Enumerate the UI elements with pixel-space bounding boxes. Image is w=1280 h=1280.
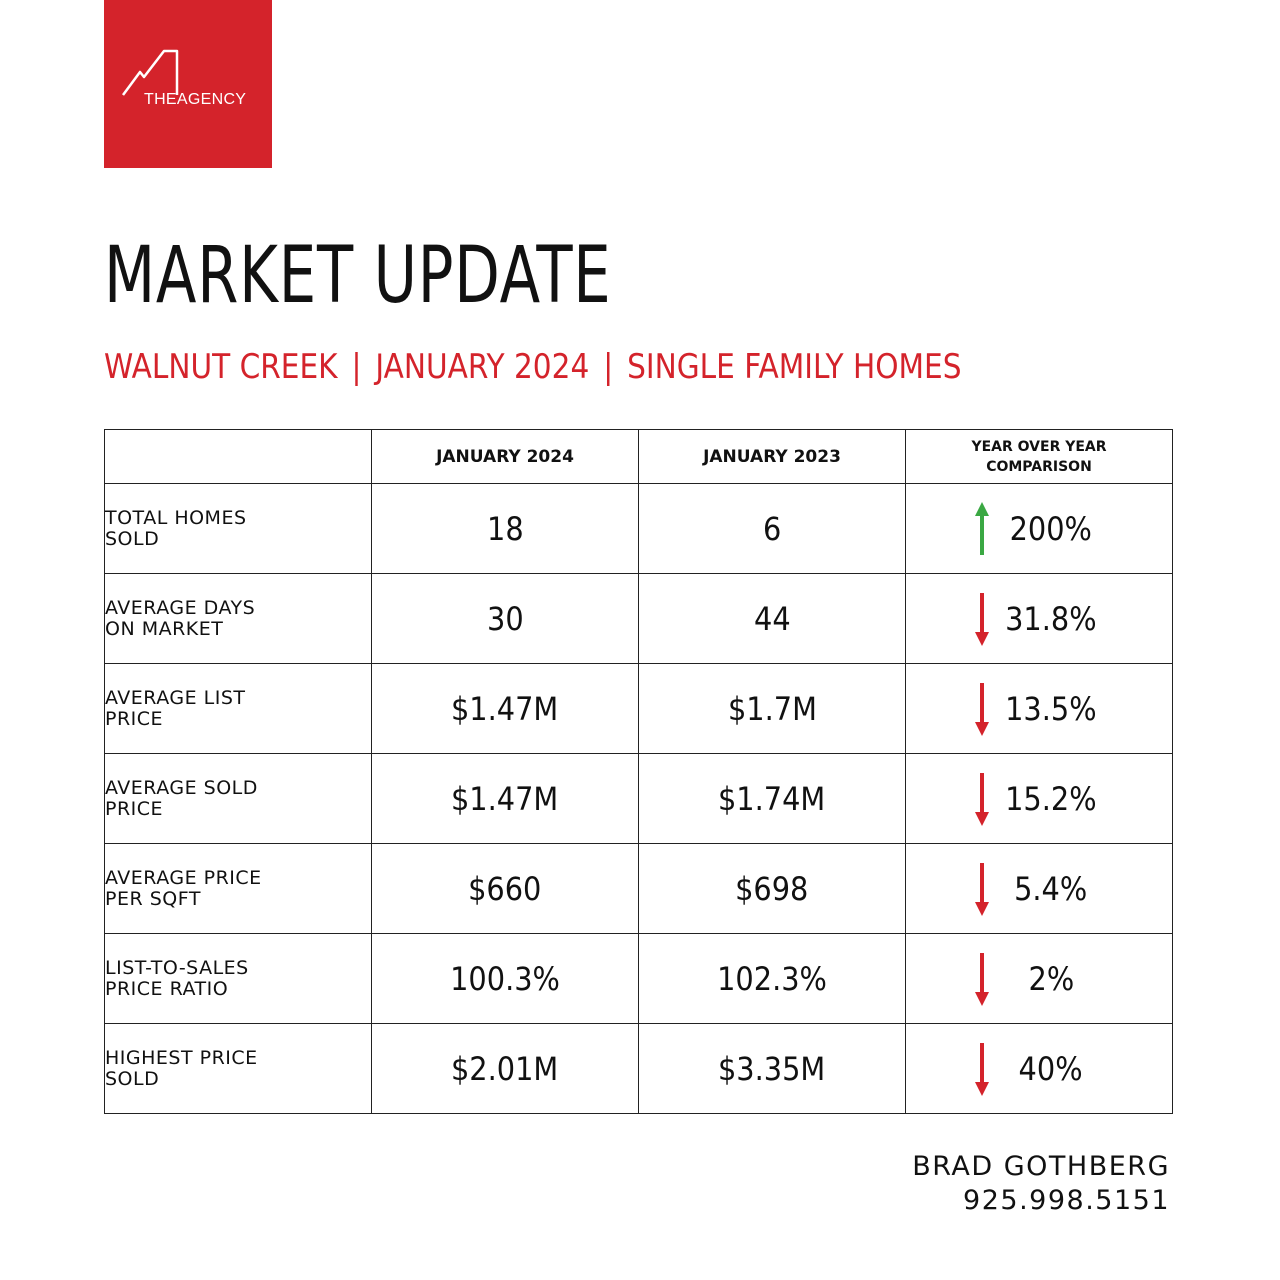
table-row bbox=[105, 934, 1173, 1024]
subtitle-separator: | bbox=[603, 347, 614, 387]
metric-label-line1: TOTAL HOMES bbox=[105, 506, 247, 529]
metric-label bbox=[105, 844, 372, 934]
metric-label-line2: PER SQFT bbox=[105, 887, 201, 910]
arrow-down-icon bbox=[974, 592, 990, 646]
market-stats-table bbox=[104, 429, 1173, 1114]
metric-label-line1: AVERAGE DAYS bbox=[105, 596, 256, 619]
yoy-change-text: 40% bbox=[1018, 1049, 1084, 1088]
metric-label-line2: PRICE bbox=[105, 707, 164, 730]
previous-value-cell bbox=[639, 484, 906, 574]
previous-value-cell bbox=[639, 844, 906, 934]
previous-value: 44 bbox=[753, 599, 791, 638]
yoy-change-text: 2% bbox=[1028, 959, 1074, 998]
current-value-cell bbox=[372, 754, 639, 844]
agent-name: BRAD GOTHBERG bbox=[912, 1151, 1170, 1182]
yoy-change-value bbox=[1001, 1024, 1101, 1113]
current-value-cell bbox=[372, 664, 639, 754]
subtitle-period: JANUARY 2024 bbox=[375, 347, 590, 387]
arrow-down-icon bbox=[974, 1042, 990, 1096]
yoy-change-text: 5.4% bbox=[1014, 869, 1088, 908]
subtitle bbox=[104, 346, 962, 388]
yoy-cell bbox=[906, 934, 1173, 1024]
previous-value: 6 bbox=[762, 509, 782, 548]
current-value-cell bbox=[372, 934, 639, 1024]
yoy-cell bbox=[906, 1024, 1173, 1114]
metric-label bbox=[105, 574, 372, 664]
current-value: 100.3% bbox=[450, 959, 560, 998]
table-header-row bbox=[105, 430, 1173, 484]
arrow-down-icon bbox=[974, 772, 990, 826]
subtitle-separator: | bbox=[351, 347, 362, 387]
table-row bbox=[105, 754, 1173, 844]
subtitle-segment: SINGLE FAMILY HOMES bbox=[627, 347, 962, 387]
yoy-cell bbox=[906, 754, 1173, 844]
yoy-change-value bbox=[1001, 754, 1101, 843]
previous-value: $1.7M bbox=[727, 689, 817, 728]
header-yoy-line1: YEAR OVER YEAR bbox=[971, 438, 1107, 455]
yoy-change-text: 15.2% bbox=[1005, 779, 1097, 818]
yoy-cell bbox=[906, 844, 1173, 934]
yoy-change-value bbox=[1001, 664, 1101, 753]
yoy-cell bbox=[906, 664, 1173, 754]
previous-value-cell bbox=[639, 754, 906, 844]
brand-name: THEAGENCY bbox=[144, 91, 247, 108]
arrow-down-icon bbox=[974, 682, 990, 736]
table-row bbox=[105, 484, 1173, 574]
metric-label bbox=[105, 754, 372, 844]
subtitle-location: WALNUT CREEK bbox=[104, 347, 338, 387]
table-row bbox=[105, 664, 1173, 754]
current-value-cell bbox=[372, 574, 639, 664]
current-value: 18 bbox=[486, 509, 524, 548]
agent-phone: 925.998.5151 bbox=[963, 1185, 1170, 1216]
yoy-change-text: 13.5% bbox=[1005, 689, 1097, 728]
metric-label bbox=[105, 484, 372, 574]
arrow-down-icon bbox=[974, 862, 990, 916]
current-value-cell bbox=[372, 1024, 639, 1114]
metric-label-line1: AVERAGE LIST bbox=[105, 686, 246, 709]
previous-value-cell bbox=[639, 1024, 906, 1114]
metric-label-line1: AVERAGE SOLD bbox=[105, 776, 258, 799]
header-current-period: JANUARY 2024 bbox=[372, 430, 639, 484]
header-yoy-comparison bbox=[906, 430, 1173, 484]
header-yoy-line2: COMPARISON bbox=[986, 458, 1092, 475]
brand-logo bbox=[104, 0, 272, 168]
arrow-down-icon bbox=[974, 952, 990, 1006]
metric-label bbox=[105, 934, 372, 1024]
yoy-change-text: 31.8% bbox=[1005, 599, 1097, 638]
current-value: $1.47M bbox=[451, 779, 559, 818]
previous-value: $698 bbox=[735, 869, 809, 908]
header-previous-period: JANUARY 2023 bbox=[639, 430, 906, 484]
previous-value: $1.74M bbox=[718, 779, 826, 818]
yoy-change-value bbox=[1001, 844, 1101, 933]
previous-value: $3.35M bbox=[718, 1049, 826, 1088]
table-row bbox=[105, 1024, 1173, 1114]
previous-value: 102.3% bbox=[717, 959, 827, 998]
current-value-cell bbox=[372, 484, 639, 574]
yoy-change-value bbox=[1001, 484, 1101, 573]
table-row bbox=[105, 574, 1173, 664]
yoy-change-value bbox=[1001, 574, 1101, 663]
metric-label bbox=[105, 664, 372, 754]
current-value: $2.01M bbox=[451, 1049, 559, 1088]
page-title: MARKET UPDATE bbox=[104, 231, 612, 321]
previous-value-cell bbox=[639, 934, 906, 1024]
yoy-cell bbox=[906, 484, 1173, 574]
previous-value-cell bbox=[639, 574, 906, 664]
current-value-cell bbox=[372, 844, 639, 934]
yoy-change-value bbox=[1001, 934, 1101, 1023]
current-value: $1.47M bbox=[451, 689, 559, 728]
metric-label-line2: SOLD bbox=[105, 527, 160, 550]
current-value: 30 bbox=[486, 599, 524, 638]
metric-label-line2: PRICE bbox=[105, 797, 164, 820]
table-body bbox=[105, 484, 1173, 1114]
metric-label bbox=[105, 1024, 372, 1114]
header-empty-cell bbox=[105, 430, 372, 484]
metric-label-line1: HIGHEST PRICE bbox=[105, 1046, 258, 1069]
metric-label-line2: SOLD bbox=[105, 1067, 160, 1090]
metric-label-line2: ON MARKET bbox=[105, 617, 224, 640]
yoy-change-text: 200% bbox=[1009, 509, 1093, 548]
previous-value-cell bbox=[639, 664, 906, 754]
current-value: $660 bbox=[468, 869, 542, 908]
table-row bbox=[105, 844, 1173, 934]
metric-label-line1: AVERAGE PRICE bbox=[105, 866, 262, 889]
metric-label-line1: LIST-TO-SALES bbox=[105, 956, 249, 979]
metric-label-line2: PRICE RATIO bbox=[105, 977, 229, 1000]
arrow-up-icon bbox=[974, 502, 990, 556]
yoy-cell bbox=[906, 574, 1173, 664]
